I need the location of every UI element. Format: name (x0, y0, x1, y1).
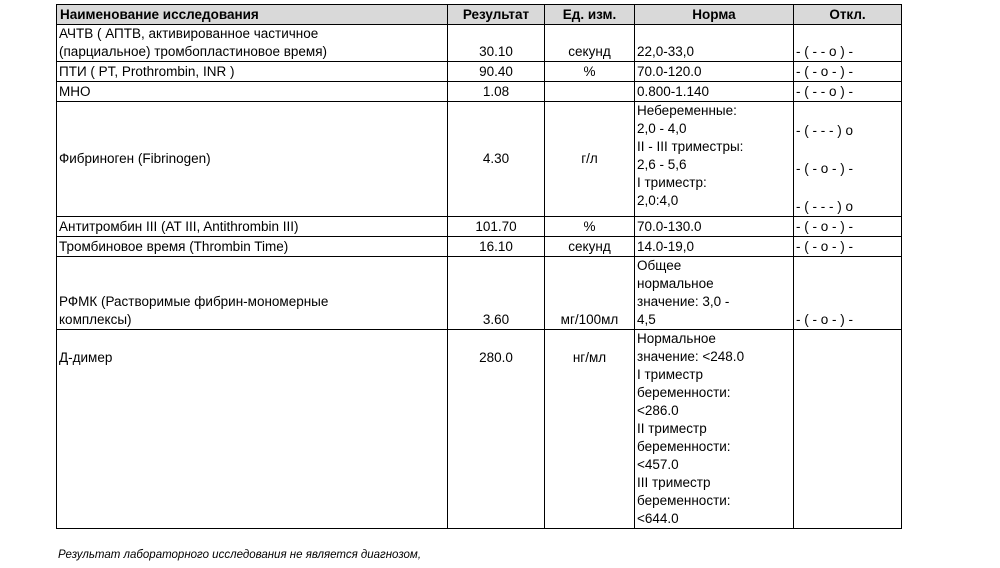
norm-value: 70.0-130.0 (635, 217, 794, 237)
norm-value: 70.0-120.0 (635, 62, 794, 82)
unit-value: мг/100мл (545, 257, 635, 330)
result-value (448, 330, 545, 529)
norm-value: 22,0-33,0 (635, 25, 794, 62)
deviation-marker: - ( - - - ) o (796, 123, 853, 138)
result-text: 280.0 (479, 350, 513, 365)
unit-value (545, 330, 635, 529)
norm-line: Общее (637, 258, 682, 273)
table-row-antithrombin (57, 217, 902, 237)
deviation-value (794, 25, 902, 62)
table-row-sfmc (57, 257, 902, 330)
deviation-marker: - ( - o - ) - (796, 239, 853, 254)
table-row-d-dimer (57, 330, 902, 529)
unit-value: секунд (545, 237, 635, 257)
norm-line: II - III триместры: (637, 139, 744, 154)
result-value: 4.30 (448, 102, 545, 217)
norm-value (635, 102, 794, 217)
test-name-line: Д-димер (59, 350, 113, 365)
test-name: МНО (57, 82, 448, 102)
header-deviation: Откл. (794, 5, 902, 25)
norm-line: беременности: (637, 439, 731, 454)
norm-line: 2,6 - 5,6 (637, 157, 687, 172)
result-value: 101.70 (448, 217, 545, 237)
norm-line: 4,5 (637, 312, 656, 327)
test-name (57, 25, 448, 62)
test-name-line: (парциальное) тромбопластиновое время) (59, 44, 327, 59)
norm-line: 2,0:4,0 (637, 193, 679, 208)
deviation-value (794, 257, 902, 330)
table-row-aptt (57, 25, 902, 62)
result-value: 30.10 (448, 25, 545, 62)
deviation-marker: - ( - - o ) - (796, 84, 853, 99)
unit-value: г/л (545, 102, 635, 217)
test-name (57, 330, 448, 529)
result-value: 16.10 (448, 237, 545, 257)
table-row-thrombin-time (57, 237, 902, 257)
deviation-value (794, 217, 902, 237)
header-row (57, 5, 902, 25)
test-name: ПТИ ( PT, Prothrombin, INR ) (57, 62, 448, 82)
result-value: 1.08 (448, 82, 545, 102)
unit-value: % (545, 62, 635, 82)
norm-line: Небеременные: (637, 103, 737, 118)
deviation-value (794, 62, 902, 82)
table-row-pt (57, 62, 902, 82)
norm-line: I триместр: (637, 175, 707, 190)
deviation-marker: - ( - - - ) o (796, 199, 853, 214)
norm-line: <644.0 (637, 511, 679, 526)
deviation-marker: - ( - o - ) - (796, 312, 853, 327)
deviation-marker: - ( - o - ) - (796, 161, 853, 176)
deviation-value (794, 82, 902, 102)
deviation-marker: - ( - o - ) - (796, 219, 853, 234)
norm-value: 14.0-19,0 (635, 237, 794, 257)
norm-line: II триместр (637, 421, 707, 436)
norm-line: <457.0 (637, 457, 679, 472)
test-name (57, 257, 448, 330)
test-name-line: комплексы) (59, 312, 132, 327)
test-name: Фибриноген (Fibrinogen) (57, 102, 448, 217)
header-norm: Норма (635, 5, 794, 25)
norm-line: <286.0 (637, 403, 679, 418)
deviation-value (794, 237, 902, 257)
table-row-fibrinogen (57, 102, 902, 217)
unit-text: нг/мл (572, 350, 607, 365)
norm-value (635, 330, 794, 529)
result-value: 3.60 (448, 257, 545, 330)
test-name-line: РФМК (Растворимые фибрин-мономерные (59, 294, 329, 309)
norm-line: беременности: (637, 493, 731, 508)
cut-off-text (58, 564, 518, 568)
test-name: Антитромбин III (AT III, Antithrombin III) (57, 217, 448, 237)
unit-value: % (545, 217, 635, 237)
deviation-marker: - ( - o - ) - (796, 64, 853, 79)
lab-results-table (56, 4, 902, 529)
norm-line: 2,0 - 4,0 (637, 121, 687, 136)
header-result: Результат (448, 5, 545, 25)
unit-value (545, 82, 635, 102)
norm-line: I триместр (637, 367, 703, 382)
norm-line: III триместр (637, 475, 711, 490)
test-name: Тромбиновое время (Thrombin Time) (57, 237, 448, 257)
lab-results-sheet (56, 4, 902, 529)
deviation-value (794, 330, 902, 529)
norm-line: значение: 3,0 - (637, 294, 730, 309)
norm-value: 0.800-1.140 (635, 82, 794, 102)
header-name: Наименование исследования (57, 5, 448, 25)
deviation-value (794, 102, 902, 217)
norm-line: нормальное (637, 276, 714, 291)
norm-value (635, 257, 794, 330)
norm-line: Нормальное (637, 331, 716, 346)
disclaimer-text: Результат лабораторного исследования не является диагнозом, (58, 549, 422, 561)
result-value: 90.40 (448, 62, 545, 82)
norm-line: беременности: (637, 385, 731, 400)
table-row-inr (57, 82, 902, 102)
unit-value: секунд (545, 25, 635, 62)
header-unit: Ед. изм. (545, 5, 635, 25)
test-name-line: АЧТВ ( АПТВ, активированное частичное (59, 26, 319, 41)
deviation-marker: - ( - - o ) - (796, 44, 853, 59)
norm-line: значение: <248.0 (637, 349, 745, 364)
